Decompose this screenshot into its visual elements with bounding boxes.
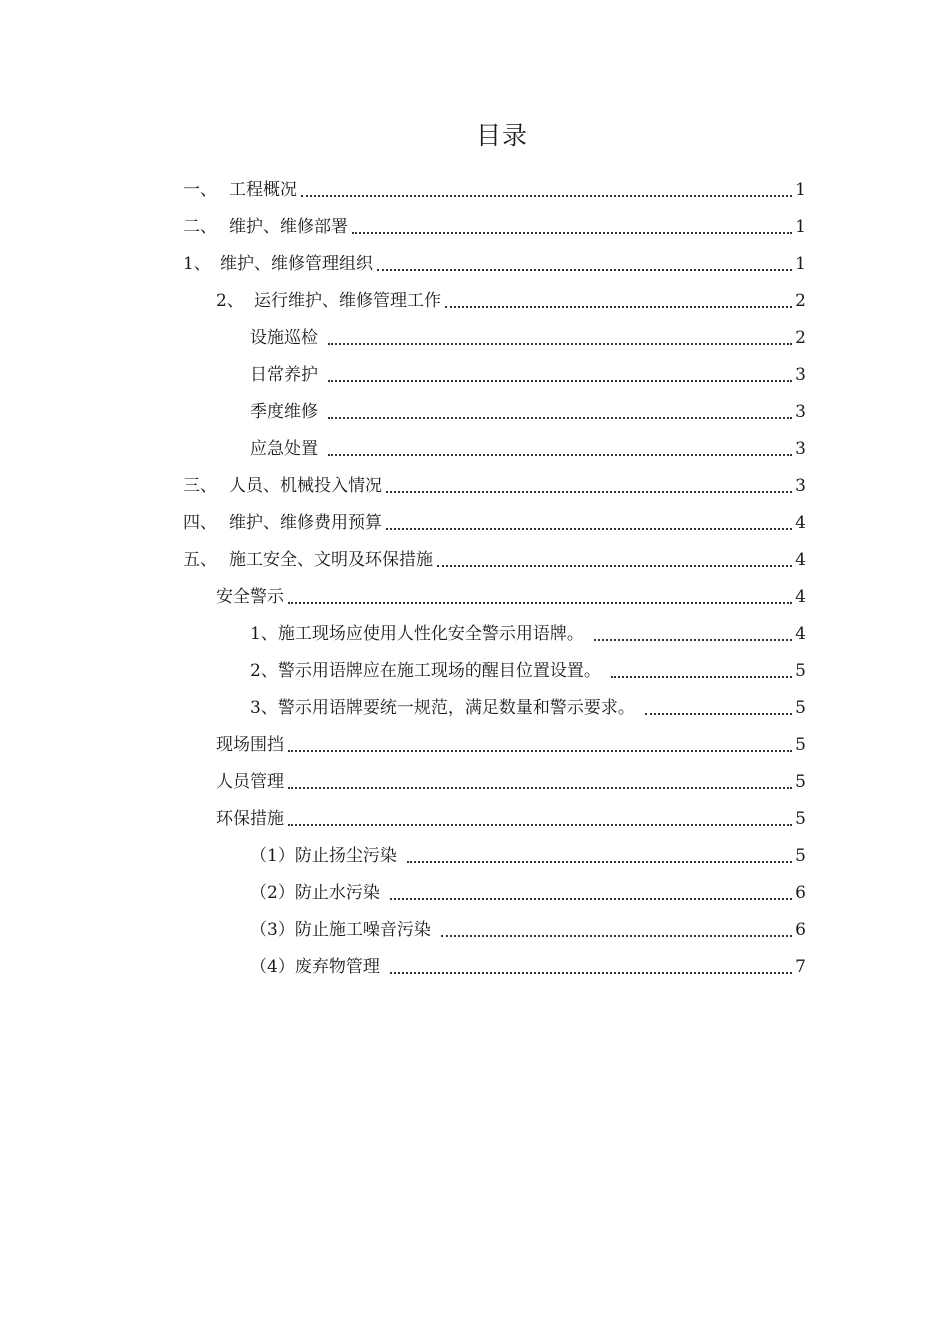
dot-leader [288,773,792,789]
toc-entry-number: 1、 [183,254,211,274]
toc-entry-label: 日常养护 [250,365,318,385]
toc-entry-page: 1 [795,180,806,200]
toc-entry-label: 应急处置 [250,439,318,459]
toc-entry-page: 2 [795,291,806,311]
toc-entry-number: 二、 [183,217,217,237]
toc-entry[interactable] [250,904,806,941]
toc-entry-label: （4）废弃物管理 [250,957,380,977]
toc-entry-label: 维护、维修管理组织 [220,254,373,274]
toc-title: 目录 [475,121,528,150]
toc-entry-page: 2 [795,328,806,348]
dot-leader [386,514,792,530]
toc-entry[interactable] [216,275,806,312]
toc-entry-number: 四、 [183,513,217,533]
toc-entry-label: 维护、维修费用预算 [229,513,382,533]
toc-entry[interactable] [183,534,806,571]
toc-entry-page: 1 [795,254,806,274]
toc-entry-page: 5 [795,772,806,792]
dot-leader [441,921,792,937]
toc-entry-page: 6 [795,883,806,903]
toc-entry-label: （1）防止扬尘污染 [250,846,397,866]
dot-leader [288,810,792,826]
toc-entry-page: 3 [795,439,806,459]
toc-entry[interactable] [183,497,806,534]
dot-leader [301,181,792,197]
toc-entry-page: 5 [795,846,806,866]
toc-entry-number: 三、 [183,476,217,496]
toc-entry-label: 人员管理 [216,772,284,792]
toc-entry-page: 5 [795,661,806,681]
toc-entry[interactable] [183,164,806,201]
toc-entry-label: 3、警示用语牌要统一规范，满足数量和警示要求。 [250,698,635,718]
dot-leader [328,440,792,456]
toc-entry[interactable] [250,682,806,719]
toc-entry-label: （3）防止施工噪音污染 [250,920,431,940]
dot-leader [645,699,792,715]
toc-entry-page: 5 [795,809,806,829]
toc-entry[interactable] [183,238,806,275]
dot-leader [328,366,792,382]
toc-entry-page: 3 [795,476,806,496]
toc-entry-label: 2、警示用语牌应在施工现场的醒目位置设置。 [250,661,601,681]
toc-entry-label: （2）防止水污染 [250,883,380,903]
toc-entry[interactable] [250,386,806,423]
dot-leader [611,662,792,678]
toc-entry-label: 现场围挡 [216,735,284,755]
toc-entry-number: 一、 [183,180,217,200]
toc-entry[interactable] [250,941,806,978]
toc-entry-page: 5 [795,735,806,755]
toc-entry[interactable] [183,201,806,238]
dot-leader [407,847,792,863]
toc-entry-page: 4 [795,550,806,570]
toc-entry[interactable] [250,830,806,867]
toc-entry-page: 1 [795,217,806,237]
toc-entry-number: 五、 [183,550,217,570]
dot-leader [445,292,792,308]
toc-entry[interactable] [216,756,806,793]
toc-entry[interactable] [250,312,806,349]
dot-leader [594,625,792,641]
toc-entry-page: 6 [795,920,806,940]
dot-leader [288,588,792,604]
toc-entry-page: 4 [795,624,806,644]
toc-entry[interactable] [250,645,806,682]
toc-entry-page: 5 [795,698,806,718]
toc-entry-label: 运行维护、维修管理工作 [254,291,441,311]
dot-leader [352,218,792,234]
toc-entry-label: 1、施工现场应使用人性化安全警示用语牌。 [250,624,584,644]
toc-entry[interactable] [216,793,806,830]
toc-entry-number: 2、 [216,291,244,311]
toc-entry[interactable] [250,349,806,386]
toc-entry-page: 7 [795,957,806,977]
toc-entry-label: 环保措施 [216,809,284,829]
toc-entry[interactable] [216,571,806,608]
toc-entry[interactable] [250,867,806,904]
toc-entry-page: 3 [795,365,806,385]
toc-entry[interactable] [250,608,806,645]
toc-entry-label: 工程概况 [229,180,297,200]
dot-leader [377,255,792,271]
toc-entry-label: 维护、维修部署 [229,217,348,237]
toc-entry[interactable] [183,460,806,497]
toc-entry-label: 施工安全、文明及环保措施 [229,550,433,570]
dot-leader [386,477,792,493]
toc-entry-page: 4 [795,513,806,533]
toc-entry[interactable] [216,719,806,756]
dot-leader [328,329,792,345]
toc-entry-page: 4 [795,587,806,607]
dot-leader [328,403,792,419]
toc-entry-label: 季度维修 [250,402,318,422]
dot-leader [288,736,792,752]
toc-entry[interactable] [250,423,806,460]
toc-entry-page: 3 [795,402,806,422]
toc-entry-label: 人员、机械投入情况 [229,476,382,496]
dot-leader [390,958,792,974]
dot-leader [390,884,792,900]
toc-entry-label: 安全警示 [216,587,284,607]
dot-leader [437,551,792,567]
toc-entry-label: 设施巡检 [250,328,318,348]
